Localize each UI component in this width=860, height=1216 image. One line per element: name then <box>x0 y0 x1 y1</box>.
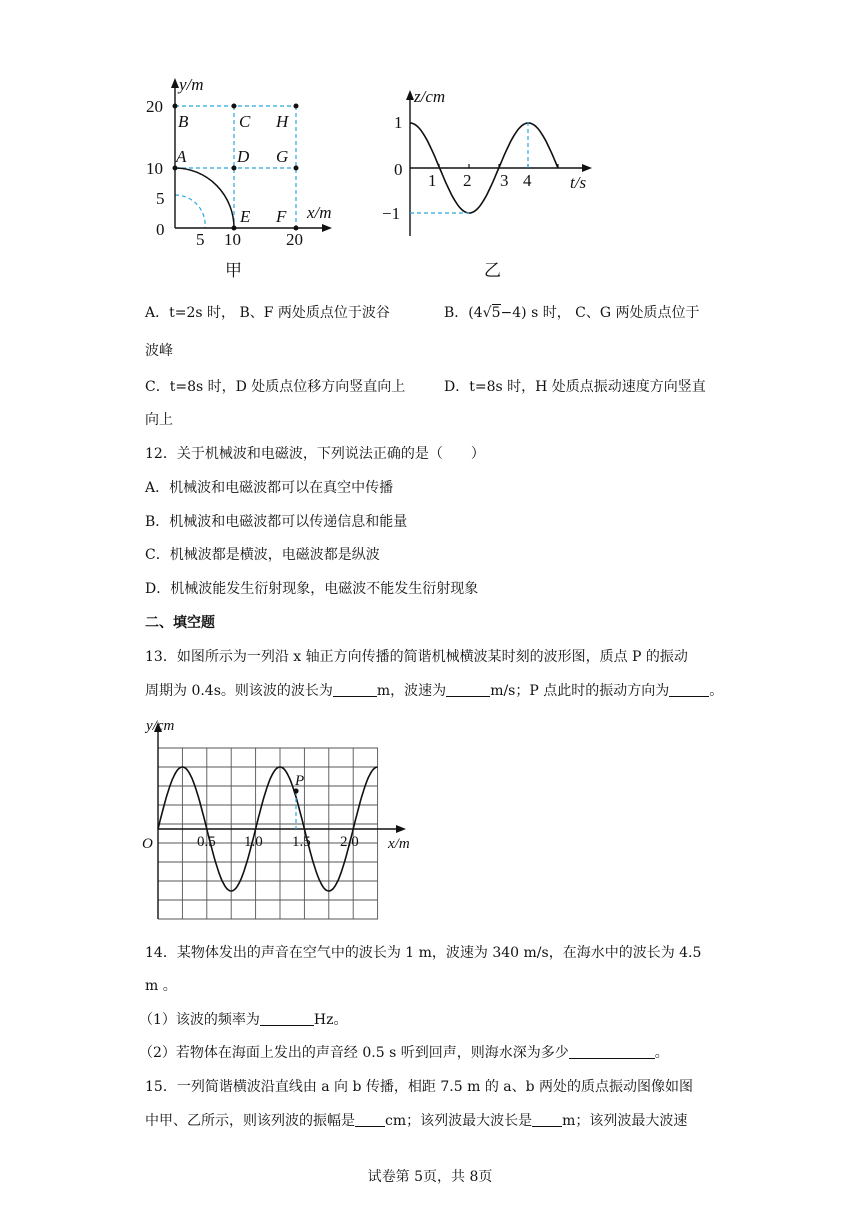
q11-option-c: C．t=8s 时，D 处质点位移方向竖直向上 <box>145 379 406 395</box>
yi-xtick-2: 2 <box>463 171 472 190</box>
yi-xtick-4: 4 <box>523 171 532 190</box>
jia-axes <box>175 82 328 228</box>
q15-text-c: m；该列波最大波速 <box>562 1113 688 1129</box>
yi-xtick-1: 1 <box>428 171 437 190</box>
q13-x-arrow <box>396 825 406 833</box>
label-H: H <box>276 112 289 131</box>
jia-wavefront-arc <box>175 168 234 228</box>
yi-t-label: t/s <box>570 173 587 192</box>
figure-yi <box>378 80 608 285</box>
q14-line1-wrap: m 。 <box>145 978 177 994</box>
jia-y-arrow <box>171 78 179 88</box>
sqrt-symbol: √ <box>482 305 492 321</box>
label-E: E <box>240 207 251 226</box>
q11-b-suffix: −4) s 时， C、G 两处质点位于 <box>500 305 700 321</box>
q14-sub2-text: （2）若物体在海面上发出的声音经 0.5 s 听到回声，则海水深为多少 <box>139 1045 569 1061</box>
yi-z-label: z/cm <box>414 87 446 106</box>
q15-line2 <box>145 1111 687 1131</box>
q12-option-b: B．机械波和电磁波都可以传递信息和能量 <box>145 514 408 530</box>
label-B: B <box>178 112 189 131</box>
q12-stem: 12．关于机械波和电磁波，下列说法正确的是（ ） <box>145 446 485 462</box>
q13-tick-2.0: 2.0 <box>340 834 359 850</box>
q11-option-a: A．t=2s 时， B、F 两处质点位于波谷 <box>145 305 390 321</box>
yi-z-arrow <box>406 90 414 100</box>
q11-b-prefix: B．(4 <box>444 305 483 321</box>
q13-text-a: 周期为 0.4s。则该波的波长为 <box>145 683 333 699</box>
jia-x-axis-label: x/m <box>307 203 332 222</box>
label-D: D <box>237 147 250 166</box>
q11-option-b <box>444 303 700 323</box>
q15-blank-wavelength[interactable] <box>532 1112 562 1127</box>
q13-tick-0.5: 0.5 <box>197 834 216 850</box>
q12-option-a: A．机械波和电磁波都可以在真空中传播 <box>145 480 394 496</box>
jia-tick-0: 0 <box>156 220 165 239</box>
q15-text-a: 中甲、乙所示，则该列波的振幅是 <box>145 1113 355 1129</box>
q13-p-label: P <box>295 773 305 789</box>
q14-sub1-unit: Hz。 <box>313 1012 348 1028</box>
q13-line1: 13．如图所示为一列沿 x 轴正方向传播的简谐机械横波某时刻的波形图，质点 P 的振动 <box>145 649 688 665</box>
label-C: C <box>239 112 251 131</box>
jia-xtick-20: 20 <box>286 230 303 249</box>
q13-text-d: 。 <box>709 683 724 699</box>
section-title: 二、填空题 <box>145 615 215 631</box>
figure-jia <box>140 70 350 285</box>
jia-xtick-10: 10 <box>224 230 241 249</box>
q13-text-b: m，波速为 <box>376 683 447 699</box>
q13-y-label: y/cm <box>146 718 175 734</box>
jia-tick-5: 5 <box>156 189 165 208</box>
q14-sub2 <box>139 1043 669 1063</box>
q11-option-d-wrap: 向上 <box>145 412 173 428</box>
q14-sub1 <box>139 1010 348 1030</box>
q13-blank-speed[interactable] <box>446 682 490 697</box>
jia-x-arrow <box>322 224 332 232</box>
q11-option-b-wrap: 波峰 <box>145 343 173 359</box>
q15-line1: 15．一列简谐横波沿直线由 a 向 b 传播，相距 7.5 m 的 a、b 两处的质点振动图像如图 <box>145 1079 694 1095</box>
q13-blank-wavelength[interactable] <box>333 682 377 697</box>
yi-t-arrow <box>582 164 592 172</box>
q13-tick-1.0: 1.0 <box>244 834 263 850</box>
jia-y-axis-label: y/m <box>179 75 204 94</box>
q15-blank-amplitude[interactable] <box>355 1112 385 1127</box>
q14-sub2-end: 。 <box>654 1045 669 1061</box>
q15-text-b: cm；该列波最大波长是 <box>385 1113 533 1129</box>
q13-blank-direction[interactable] <box>669 682 709 697</box>
q13-text-c: m/s；P 点此时的振动方向为 <box>490 683 670 699</box>
q12-option-c: C．机械波都是横波，电磁波都是纵波 <box>145 547 380 563</box>
label-G: G <box>276 147 289 166</box>
q13-x-label: x/m <box>388 836 410 852</box>
jia-caption: 甲 <box>225 261 242 280</box>
q14-sub1-text: （1）该波的频率为 <box>139 1012 260 1028</box>
yi-xtick-3: 3 <box>500 171 509 190</box>
jia-tick-10: 10 <box>146 159 163 178</box>
yi-tick-neg1: −1 <box>382 204 401 223</box>
q14-blank-frequency[interactable] <box>260 1011 314 1026</box>
q14-blank-depth[interactable] <box>569 1044 655 1059</box>
q11-option-d: D．t=8s 时，H 处质点振动速度方向竖直 <box>444 379 706 395</box>
q14-line1: 14．某物体发出的声音在空气中的波长为 1 m，波速为 340 m/s，在海水中的波长为 4.5 <box>145 945 702 961</box>
label-F: F <box>276 207 287 226</box>
q13-wave-graph <box>140 712 430 927</box>
q12-option-d: D．机械波能发生衍射现象，电磁波不能发生衍射现象 <box>145 581 479 597</box>
label-A: A <box>176 147 187 166</box>
q11-b-sqrt: 5 <box>491 305 501 321</box>
page-footer: 试卷第 5页，共 8页 <box>367 1169 493 1185</box>
q13-tick-1.5: 1.5 <box>292 834 311 850</box>
q13-origin: O <box>142 836 153 852</box>
yi-caption: 乙 <box>484 261 501 280</box>
jia-tick-20: 20 <box>146 97 163 116</box>
q13-point-p <box>293 788 298 793</box>
yi-tick-0: 0 <box>394 160 403 179</box>
yi-tick-1: 1 <box>394 113 403 132</box>
jia-xtick-5: 5 <box>196 230 205 249</box>
q13-line2 <box>145 681 723 701</box>
